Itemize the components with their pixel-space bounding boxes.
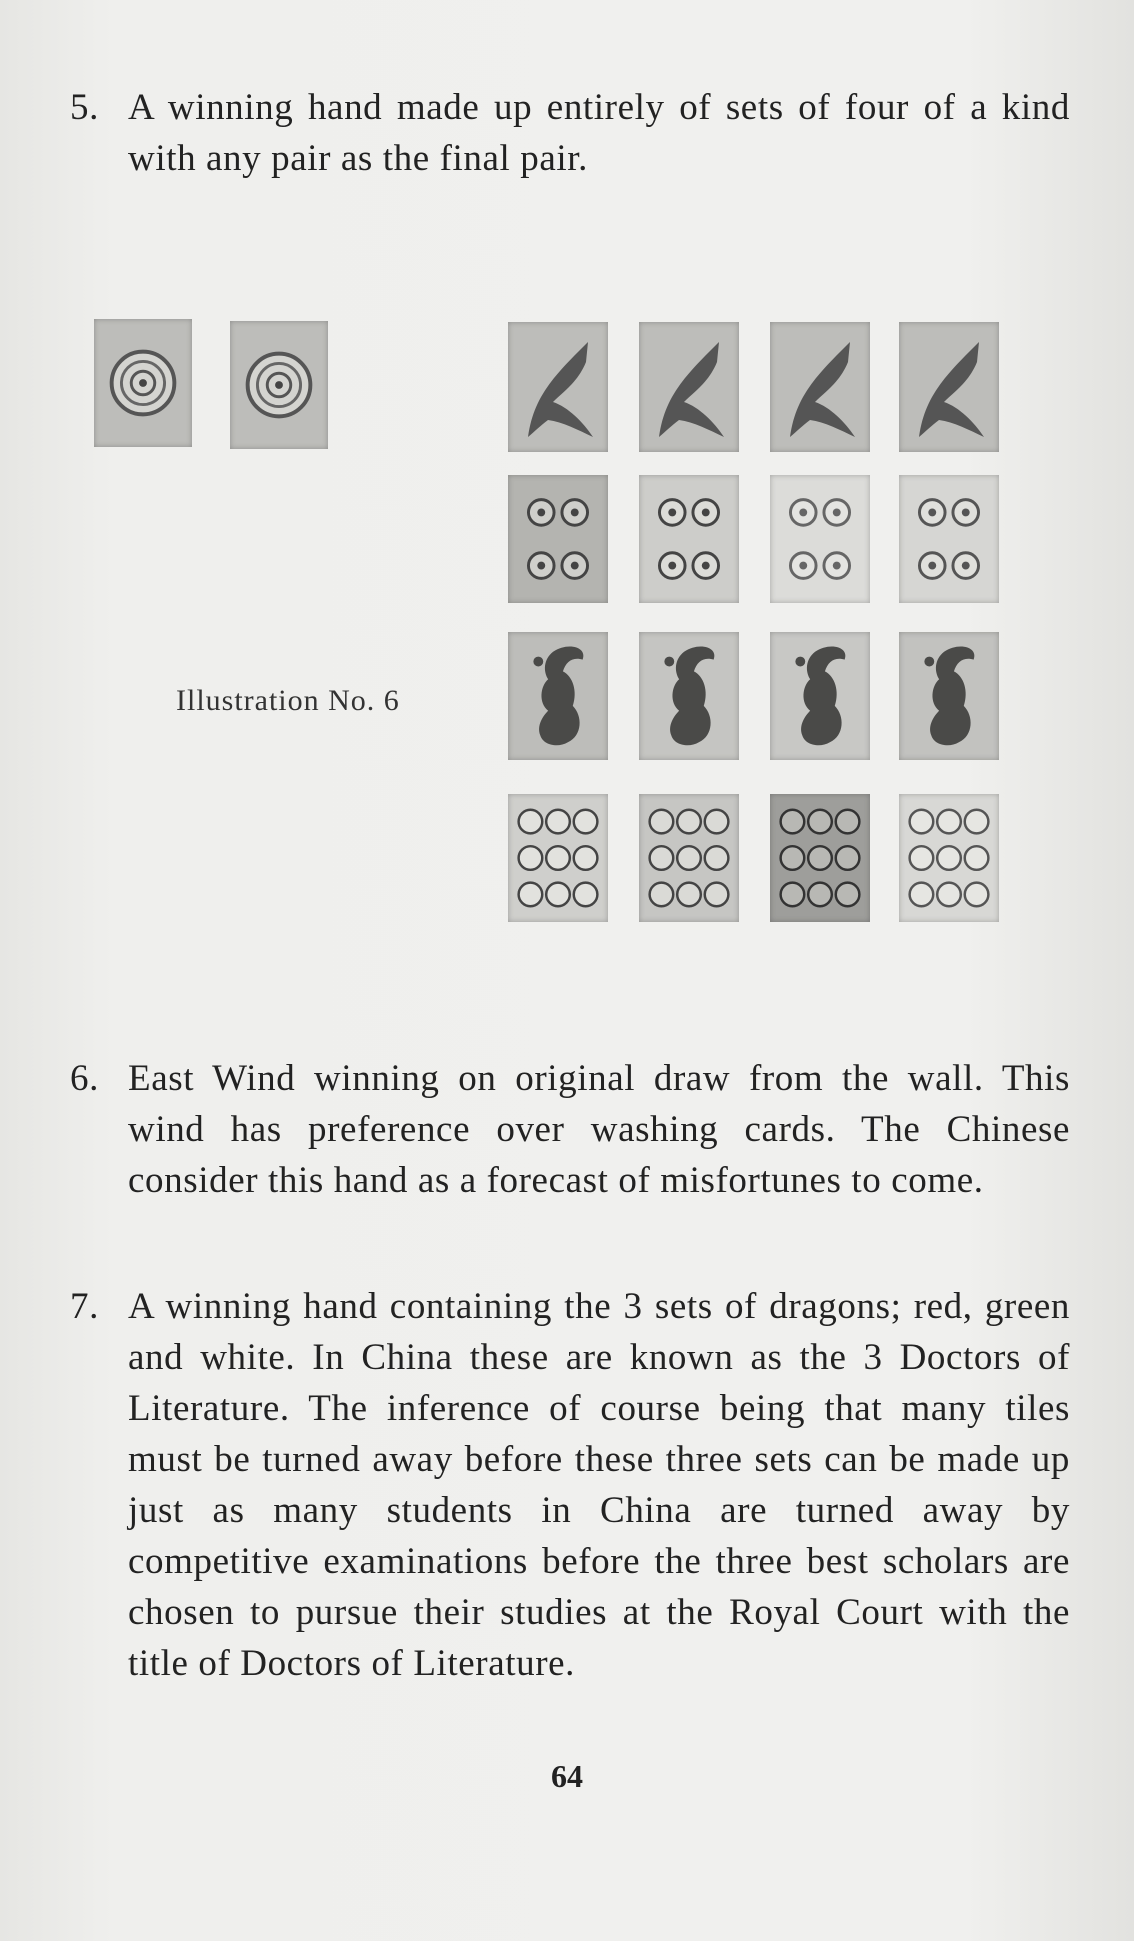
item-number: 6. <box>70 1058 99 1099</box>
item-text: A winning hand made up entirely of sets of four of a kind with any pair as the final pair. <box>128 87 1070 179</box>
tile-bird-one-bamboo <box>899 322 999 452</box>
figure-icon <box>899 632 999 760</box>
bird-icon <box>899 322 999 452</box>
pair-tile-one-circle <box>94 319 192 447</box>
figure-icon <box>639 632 739 760</box>
nine-circles-icon <box>639 794 739 922</box>
tile-four-circles <box>639 475 739 603</box>
list-item-6 <box>70 1053 1070 1206</box>
tile-bird-one-bamboo <box>770 322 870 452</box>
bird-icon <box>770 322 870 452</box>
item-text: East Wind winning on original draw from the wall. This wind has preference over washing cards. The Chinese consider this hand as a forecast of misfortunes to come. <box>128 1058 1070 1201</box>
one-circle-icon <box>94 319 192 447</box>
four-circles-icon <box>508 475 608 603</box>
four-circles-icon <box>899 475 999 603</box>
page-number: 64 <box>551 1758 583 1794</box>
tile-figure <box>770 632 870 760</box>
nine-circles-icon <box>770 794 870 922</box>
item-text: A winning hand containing the 3 sets of dragons; red, green and white. In China these are known as the 3 Doctors of Literature. The inference of course being that many tiles must be turned away before these three sets can be made up just as many students in China are turned away by competitive examinations before the three best scholars are chosen to pursue their studies at the Royal Court with the title of Doctors of Literature. <box>128 1286 1070 1684</box>
nine-circles-icon <box>508 794 608 922</box>
item-number: 7. <box>70 1286 99 1327</box>
item-number: 5. <box>70 87 99 128</box>
tile-figure <box>508 632 608 760</box>
tile-nine-circles <box>639 794 739 922</box>
one-circle-icon <box>230 321 328 449</box>
tile-nine-circles <box>770 794 870 922</box>
list-item-7 <box>70 1281 1070 1689</box>
four-circles-icon <box>770 475 870 603</box>
tile-bird-one-bamboo <box>508 322 608 452</box>
tile-four-circles <box>899 475 999 603</box>
tile-figure <box>639 632 739 760</box>
list-item-5 <box>70 82 1070 184</box>
tile-four-circles <box>770 475 870 603</box>
four-circles-icon <box>639 475 739 603</box>
illustration-caption: Illustration No. 6 <box>176 684 400 717</box>
bird-icon <box>508 322 608 452</box>
bird-icon <box>639 322 739 452</box>
figure-icon <box>770 632 870 760</box>
nine-circles-icon <box>899 794 999 922</box>
pair-tile-one-circle <box>230 321 328 449</box>
tile-figure <box>899 632 999 760</box>
tile-nine-circles <box>508 794 608 922</box>
tile-four-circles <box>508 475 608 603</box>
tile-bird-one-bamboo <box>639 322 739 452</box>
figure-icon <box>508 632 608 760</box>
tile-nine-circles <box>899 794 999 922</box>
